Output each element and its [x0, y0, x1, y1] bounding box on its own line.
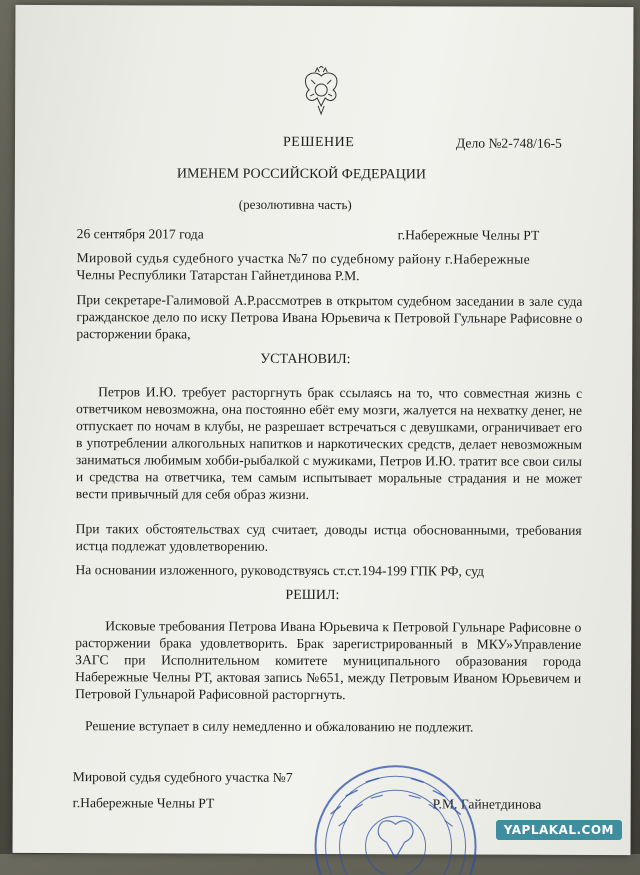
decided-heading: РЕШИЛ:: [285, 587, 340, 604]
signature-title: Мировой судья судебного участка №7: [72, 769, 293, 785]
document-title: РЕШЕНИЕ: [282, 134, 355, 151]
case-number: Дело №2-748/16-5: [455, 135, 562, 151]
intro-paragraph: При секретаре-Галимовой А.Р.рассмотрев в открытом судебном заседании в зале суда гражданское дело по иску Петрова Ивана Юрьевича к Петровой Гульнаре Рафисовне о расторжении брака,: [76, 292, 583, 342]
russian-coat-of-arms-icon: [301, 66, 341, 118]
effect-paragraph: Решение вступает в силу немедленно и обжалованию не подлежит.: [84, 718, 474, 735]
basis-paragraph: На основании изложенного, руководствуясь ст.ст.194-199 ГПК РФ, суд: [75, 562, 485, 579]
court-heading: ИМЕНЕМ РОССИЙСКОЙ ФЕДЕРАЦИИ: [176, 166, 426, 183]
decision-city: г.Набережные Челны РТ: [397, 227, 540, 243]
ruling-paragraph: Исковые требования Петрова Ивана Юрьевича к Петровой Гульнаре Рафисовне о расторжении брака удовлетворить. Брак зарегистрированный в МКУ»Управление ЗАГС при Исполнительном комитете муниципального образования города Набережные Челны РТ, актовая запись №651, между Петровым Иваном Юрьевичем и Петровой Гульнарой Рафисовной расторгнуть.: [75, 618, 582, 703]
signature-name: Р.М. Гайнетдинова: [432, 796, 542, 812]
judge-line-1: Мировой судья судебного участка №7 по судебному району г.Набережные: [76, 250, 531, 267]
part-label: (резолютивна часть): [238, 196, 352, 213]
document-page: [13, 5, 634, 855]
judge-line-2: Челны Республики Татарстан Гайнетдинова Р.М.: [76, 267, 360, 284]
watermark-badge: YAPLAKAL.COM: [496, 820, 622, 840]
signature-city: г.Набережные Челны РТ: [72, 795, 215, 811]
court-seal-stamp-icon: [310, 754, 480, 875]
facts-paragraph: Петров И.Ю. требует расторгнуть брак ссылаясь на то, что совместная жизнь с ответчиком невозможна, она постоянно ебёт ему мозги, жалуется на нехватку денег, не отпускает по ночам в клубы, не разрешает встречаться с девушками, ограничивает его в употреблении алкогольных напитков и наркотических средств, делает невозможным заниматься любимым хобби-рыбалкой с мужиками, Петров И.Ю. тратит все свои силы и средства на ответчика, тем самым испытывает моральные страдания и не может вести привычный для себя образ жизни.: [75, 384, 583, 502]
decision-date: 26 сентября 2017 года: [76, 226, 204, 242]
court-finds-paragraph: При таких обстоятельствах суд считает, доводы истца обоснованными, требования истца подлежат удовлетворению.: [75, 521, 582, 554]
established-heading: УСТАНОВИЛ:: [260, 351, 351, 368]
